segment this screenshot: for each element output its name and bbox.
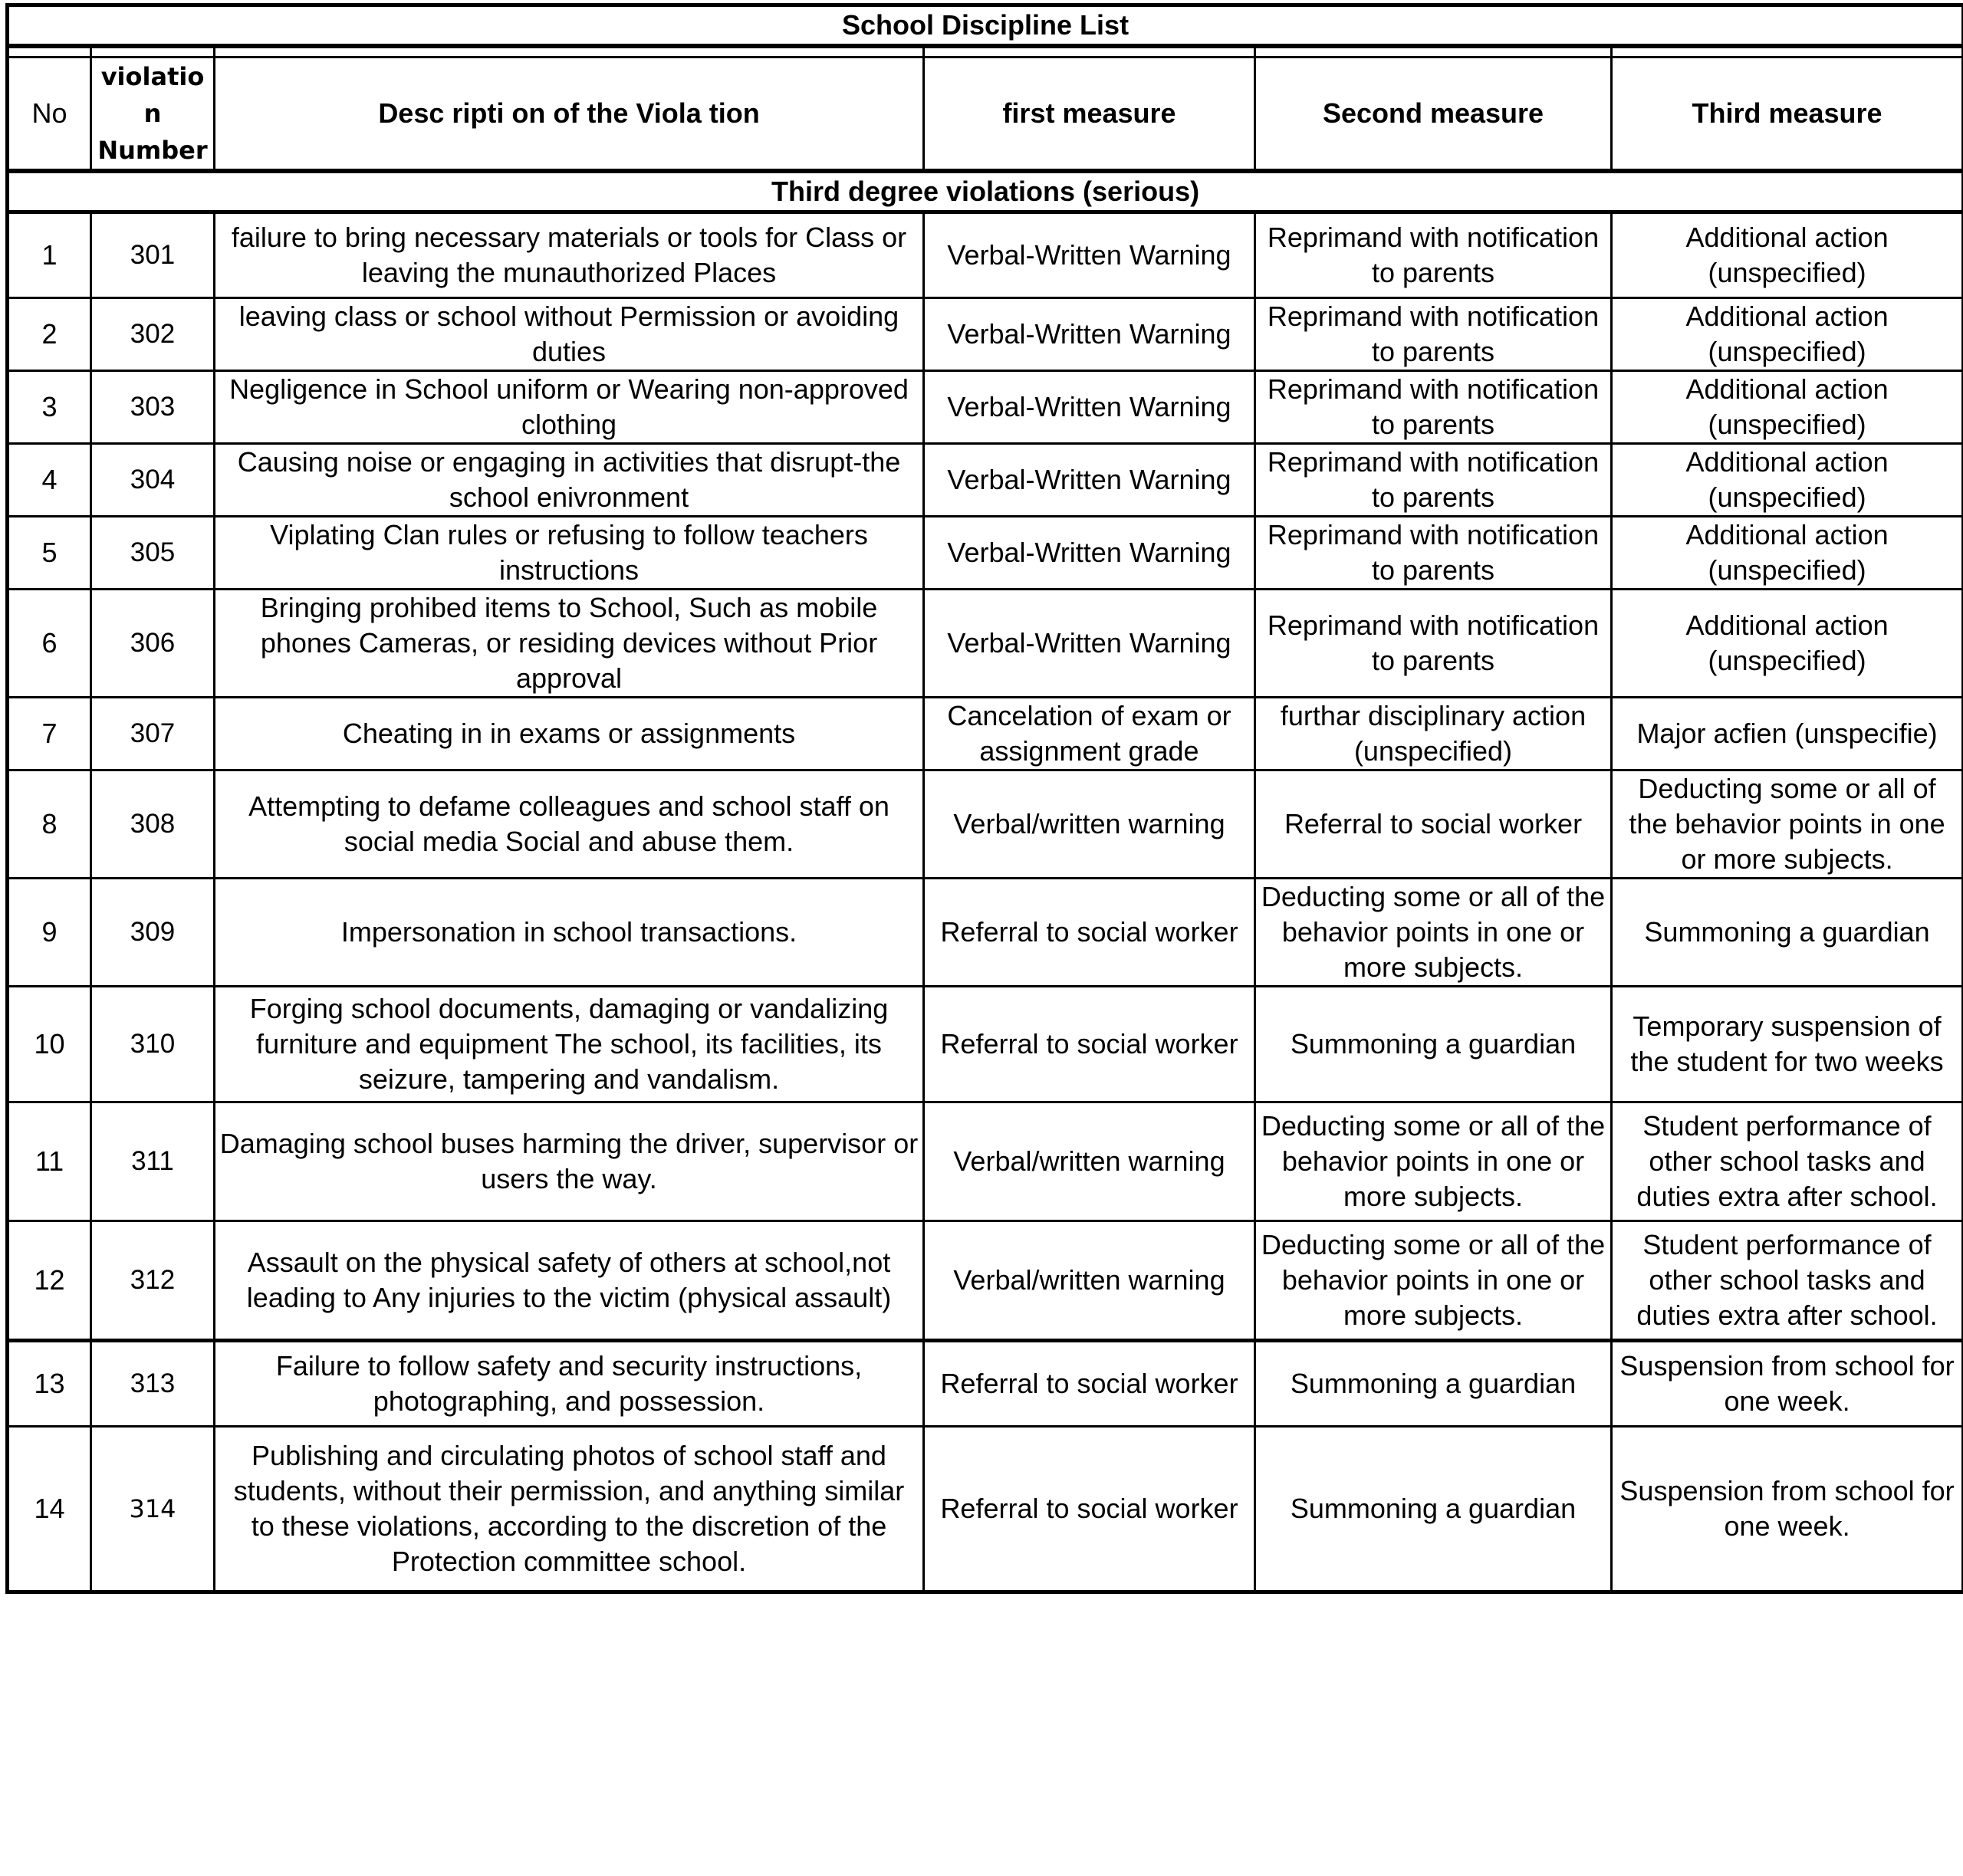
- second-measure: Reprimand with notification to parents: [1255, 371, 1612, 444]
- third-measure: Additional action (unspecified): [1612, 371, 1963, 444]
- row-no: 6: [8, 590, 91, 698]
- title-row: [8, 5, 1963, 47]
- first-measure: Verbal-Written Warning: [924, 371, 1255, 444]
- third-measure: Major acfien (unspecifie): [1612, 698, 1963, 770]
- table-row: [8, 444, 1963, 517]
- row-no: 2: [8, 298, 91, 371]
- third-measure: Student performance of other school tasks and duties extra after school.: [1612, 1102, 1963, 1221]
- violation-description: Bringing prohibed items to School, Such as mobile phones Cameras, or residing devices without Prior approval: [215, 590, 924, 698]
- row-no: 8: [8, 770, 91, 879]
- second-measure: furthar disciplinary action (unspecified): [1255, 698, 1612, 770]
- row-no: 14: [8, 1427, 91, 1592]
- violation-description: failure to bring necessary materials or tools for Class or leaving the munauthorized Places: [215, 212, 924, 298]
- violation-description: Negligence in School uniform or Wearing non-approved clothing: [215, 371, 924, 444]
- second-measure: Summoning a guardian: [1255, 987, 1612, 1102]
- table-row: [8, 371, 1963, 444]
- table-row: [8, 590, 1963, 698]
- table-row: [8, 698, 1963, 770]
- violation-description: Forging school documents, damaging or vandalizing furniture and equipment The school, its facilities, its seizure, tampering and vandalism.: [215, 987, 924, 1102]
- table-row: [8, 879, 1963, 987]
- header-first-measure: first measure: [924, 57, 1255, 172]
- header-description: Desc ripti on of the Viola tion: [215, 57, 924, 172]
- row-no: 5: [8, 517, 91, 590]
- second-measure: Reprimand with notification to parents: [1255, 212, 1612, 298]
- violation-number: 303: [91, 371, 215, 444]
- table-row: [8, 1221, 1963, 1341]
- second-measure: Referral to social worker: [1255, 770, 1612, 879]
- table-row: [8, 987, 1963, 1102]
- second-measure: Deducting some or all of the behavior points in one or more subjects.: [1255, 1221, 1612, 1341]
- violation-number: 312: [91, 1221, 215, 1341]
- violation-number: 309: [91, 879, 215, 987]
- second-measure: Reprimand with notification to parents: [1255, 517, 1612, 590]
- violation-description: leaving class or school without Permission or avoiding duties: [215, 298, 924, 371]
- third-measure: Additional action (unspecified): [1612, 298, 1963, 371]
- third-measure: Additional action (unspecified): [1612, 444, 1963, 517]
- second-measure: Reprimand with notification to parents: [1255, 444, 1612, 517]
- row-no: 11: [8, 1102, 91, 1221]
- third-measure: Summoning a guardian: [1612, 879, 1963, 987]
- first-measure: Referral to social worker: [924, 1341, 1255, 1427]
- spacer-row: [8, 46, 1963, 57]
- third-measure: Temporary suspension of the student for two weeks: [1612, 987, 1963, 1102]
- first-measure: Verbal-Written Warning: [924, 212, 1255, 298]
- violation-number: 301: [91, 212, 215, 298]
- violation-description: Impersonation in school transactions.: [215, 879, 924, 987]
- third-measure: Suspension from school for one week.: [1612, 1427, 1963, 1592]
- second-measure: Deducting some or all of the behavior points in one or more subjects.: [1255, 879, 1612, 987]
- table-row: [8, 298, 1963, 371]
- violation-number: 307: [91, 698, 215, 770]
- second-measure: Deducting some or all of the behavior points in one or more subjects.: [1255, 1102, 1612, 1221]
- header-third-measure: Third measure: [1612, 57, 1963, 172]
- third-measure: Suspension from school for one week.: [1612, 1341, 1963, 1427]
- third-measure: Deducting some or all of the behavior points in one or more subjects.: [1612, 770, 1963, 879]
- first-measure: Verbal/written warning: [924, 1221, 1255, 1341]
- second-measure: Summoning a guardian: [1255, 1341, 1612, 1427]
- header-violation-line1: violation: [100, 62, 205, 128]
- violation-number: 308: [91, 770, 215, 879]
- violation-number: 304: [91, 444, 215, 517]
- header-no: No: [8, 57, 91, 172]
- row-no: 4: [8, 444, 91, 517]
- violation-number: 311: [91, 1102, 215, 1221]
- header-violation-line2: Number: [97, 136, 208, 165]
- discipline-table: [5, 3, 1963, 1594]
- row-no: 10: [8, 987, 91, 1102]
- first-measure: Verbal-Written Warning: [924, 517, 1255, 590]
- first-measure: Verbal-Written Warning: [924, 590, 1255, 698]
- header-violation-number: [91, 57, 215, 172]
- violation-number: 314: [91, 1427, 215, 1592]
- third-measure: Additional action (unspecified): [1612, 212, 1963, 298]
- first-measure: Verbal-Written Warning: [924, 444, 1255, 517]
- violation-description: Publishing and circulating photos of school staff and students, without their permission, and anything similar to these violations, according to the discretion of the Protection committee school.: [215, 1427, 924, 1592]
- table-row: [8, 770, 1963, 879]
- table-row: [8, 1427, 1963, 1592]
- table-row: [8, 517, 1963, 590]
- row-no: 3: [8, 371, 91, 444]
- first-measure: Verbal/written warning: [924, 1102, 1255, 1221]
- violation-description: Failure to follow safety and security instructions, photographing, and possession.: [215, 1341, 924, 1427]
- violation-number: 305: [91, 517, 215, 590]
- row-no: 9: [8, 879, 91, 987]
- table-row: [8, 1102, 1963, 1221]
- third-measure: Additional action (unspecified): [1612, 517, 1963, 590]
- first-measure: Cancelation of exam or assignment grade: [924, 698, 1255, 770]
- row-no: 1: [8, 212, 91, 298]
- violation-description: Cheating in in exams or assignments: [215, 698, 924, 770]
- second-measure: Reprimand with notification to parents: [1255, 298, 1612, 371]
- table-row: [8, 1341, 1963, 1427]
- third-measure: Additional action (unspecified): [1612, 590, 1963, 698]
- first-measure: Referral to social worker: [924, 987, 1255, 1102]
- table-title: School Discipline List: [8, 5, 1963, 47]
- row-no: 13: [8, 1341, 91, 1427]
- violation-description: Assault on the physical safety of others at school,not leading to Any injuries to the victim (physical assault): [215, 1221, 924, 1341]
- first-measure: Referral to social worker: [924, 1427, 1255, 1592]
- violation-number: 302: [91, 298, 215, 371]
- violation-description: Viplating Clan rules or refusing to follow teachers instructions: [215, 517, 924, 590]
- violation-description: Attempting to defame colleagues and school staff on social media Social and abuse them.: [215, 770, 924, 879]
- third-measure: Student performance of other school tasks and duties extra after school.: [1612, 1221, 1963, 1341]
- violation-number: 306: [91, 590, 215, 698]
- second-measure: Summoning a guardian: [1255, 1427, 1612, 1592]
- violation-number: 310: [91, 987, 215, 1102]
- first-measure: Referral to social worker: [924, 879, 1255, 987]
- header-row: [8, 57, 1963, 172]
- section-title: Third degree violations (serious): [8, 171, 1963, 212]
- section-row: [8, 171, 1963, 212]
- second-measure: Reprimand with notification to parents: [1255, 590, 1612, 698]
- first-measure: Verbal-Written Warning: [924, 298, 1255, 371]
- violation-number: 313: [91, 1341, 215, 1427]
- header-second-measure: Second measure: [1255, 57, 1612, 172]
- table-row: [8, 212, 1963, 298]
- row-no: 7: [8, 698, 91, 770]
- row-no: 12: [8, 1221, 91, 1341]
- violation-description: Causing noise or engaging in activities that disrupt-the school enivronment: [215, 444, 924, 517]
- violation-description: Damaging school buses harming the driver, supervisor or users the way.: [215, 1102, 924, 1221]
- first-measure: Verbal/written warning: [924, 770, 1255, 879]
